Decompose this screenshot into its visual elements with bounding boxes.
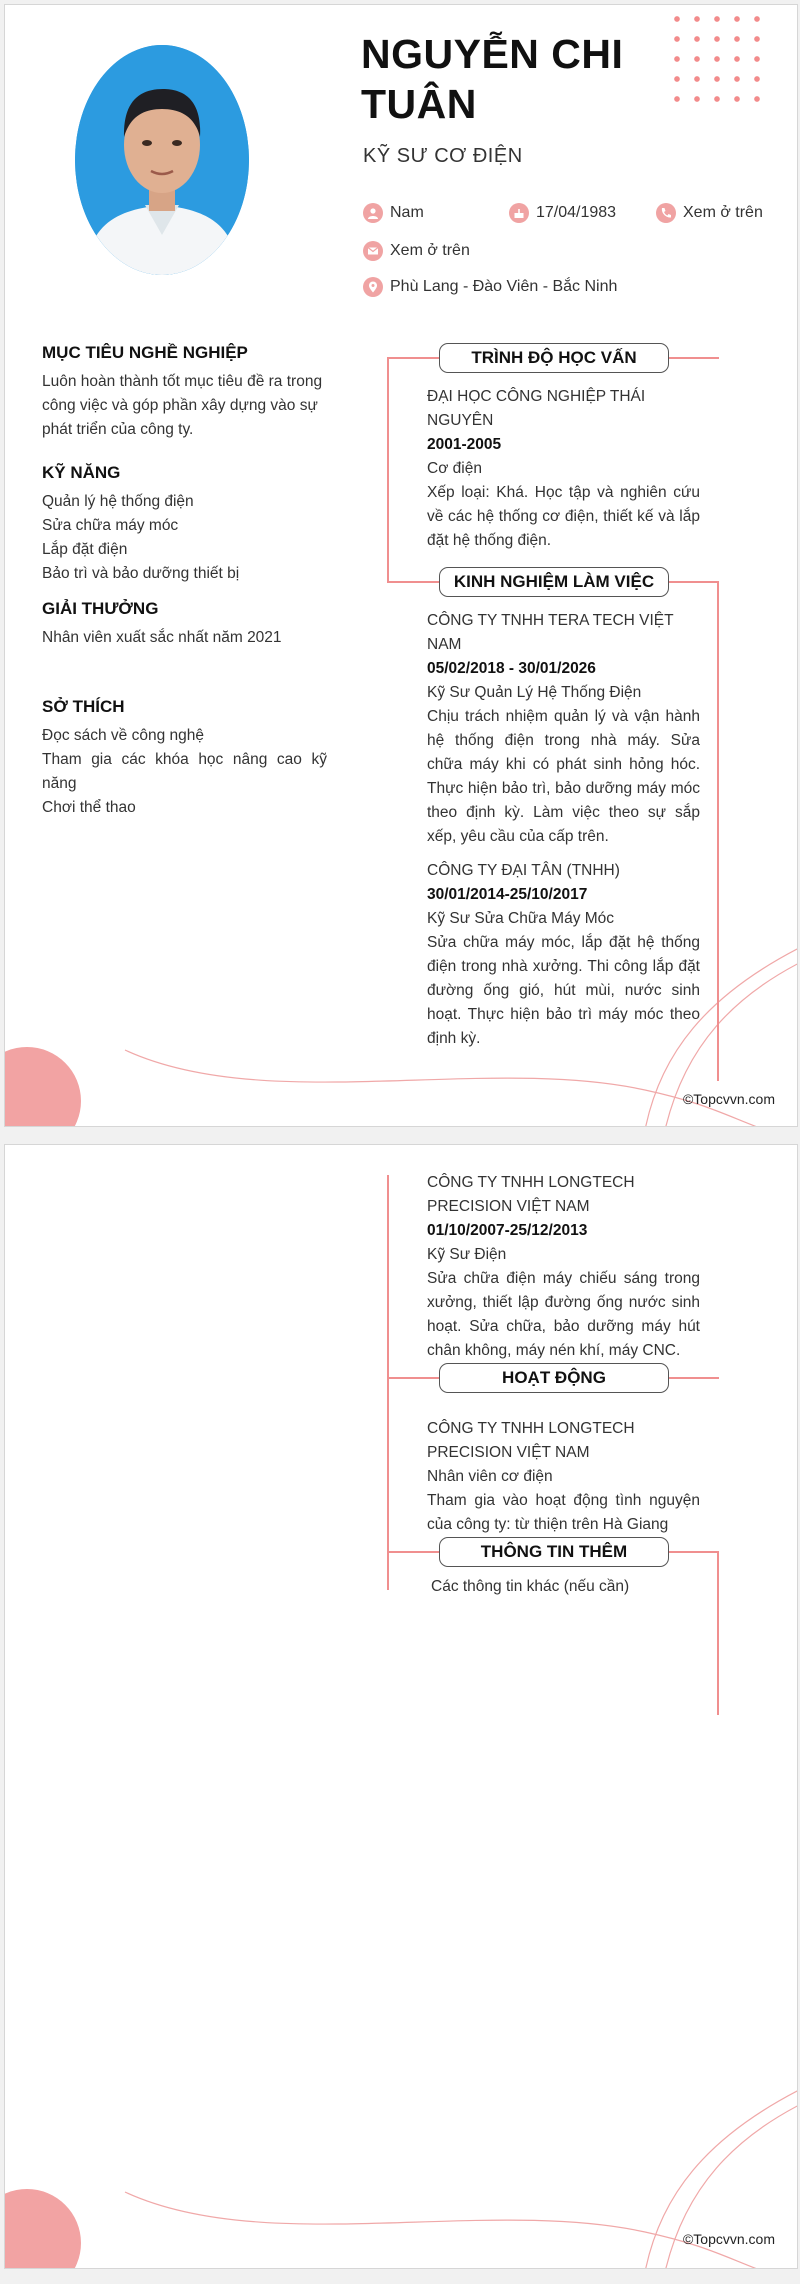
user-icon [363, 203, 383, 223]
skills-section [42, 463, 342, 586]
awards-section [42, 599, 342, 650]
job-position: Kỹ Sư Sửa Chữa Máy Móc [427, 910, 615, 927]
timeline-line [387, 357, 389, 583]
timeline-line [717, 581, 719, 1081]
job-company: CÔNG TY ĐẠI TÂN (TNHH) [427, 862, 620, 879]
contact-gender [363, 203, 424, 223]
footer-brand: ©Topcvvn.com [682, 2231, 775, 2247]
job-period: 01/10/2007-25/12/2013 [427, 1222, 588, 1239]
gender-value: Nam [390, 204, 424, 221]
contact-address [363, 277, 617, 297]
skill-item: Sửa chữa máy móc [42, 517, 179, 534]
education-heading: TRÌNH ĐỘ HỌC VẤN [439, 343, 669, 373]
hobbies-heading: SỞ THÍCH [42, 697, 125, 716]
job-company: CÔNG TY TNHH LONGTECH PRECISION VIỆT NAM [427, 1174, 635, 1215]
hobby-item: Đọc sách về công nghệ [42, 727, 204, 744]
job-position: Kỹ Sư Điện [427, 1246, 507, 1263]
candidate-name: NGUYỄN CHI TUÂN [361, 31, 624, 127]
timeline-line [387, 1551, 439, 1553]
skill-item: Bảo trì và bảo dưỡng thiết bị [42, 565, 240, 582]
timeline-line [667, 357, 719, 359]
education-detail: Xếp loại: Khá. Học tập và nghiên cứu về các hệ thống cơ điện, thiết kế và lắp đặt hệ thống điện. [427, 484, 700, 549]
timeline-line [387, 581, 439, 583]
awards-heading: GIẢI THƯỞNG [42, 599, 159, 618]
education-school: ĐẠI HỌC CÔNG NGHIỆP THÁI NGUYÊN [427, 388, 646, 429]
timeline-line [387, 357, 439, 359]
experience-job-2 [427, 859, 700, 1051]
phone-icon [656, 203, 676, 223]
education-block [427, 385, 700, 553]
experience-job-3 [427, 1171, 700, 1363]
job-description: Sửa chữa máy móc, lắp đặt hệ thống điện trong nhà xưởng. Thi công lắp đặt đường ống gió, hút mùi, nước sinh hoạt. Thực hiện bảo trì máy móc theo định kỳ. [427, 934, 700, 1047]
contact-email[interactable] [363, 241, 470, 261]
mail-icon [363, 241, 383, 261]
objective-text: Luôn hoàn thành tốt mục tiêu đề ra trong công việc và góp phần xây dựng vào sự phát triển của công ty. [42, 373, 323, 438]
footer-brand: ©Topcvvn.com [682, 1091, 775, 1107]
skills-heading: KỸ NĂNG [42, 463, 121, 482]
cv-page-1 [4, 4, 798, 1127]
email-value: Xem ở trên [390, 242, 470, 259]
experience-heading: KINH NGHIỆM LÀM VIỆC [439, 567, 669, 597]
activities-heading: HOẠT ĐỘNG [439, 1363, 669, 1393]
job-title: KỸ SƯ CƠ ĐIỆN [363, 145, 523, 167]
skill-item: Quản lý hệ thống điện [42, 493, 194, 510]
activity-org: CÔNG TY TNHH LONGTECH PRECISION VIỆT NAM [427, 1420, 635, 1461]
job-company: CÔNG TY TNHH TERA TECH VIỆT NAM [427, 612, 674, 653]
award-item: Nhân viên xuất sắc nhất năm 2021 [42, 629, 282, 646]
hobby-item: Chơi thể thao [42, 799, 136, 816]
hobbies-section [42, 697, 342, 820]
timeline-line [717, 1551, 719, 1715]
timeline-line [387, 1377, 439, 1379]
job-period: 05/02/2018 - 30/01/2026 [427, 660, 596, 677]
job-description: Sửa chữa điện máy chiếu sáng trong xưởng, thiết lập đường ống nước sinh hoạt. Sửa chữa, bảo dưỡng máy hút chân không, máy nén khí, máy CNC. [427, 1270, 700, 1359]
more-info-heading: THÔNG TIN THÊM [439, 1537, 669, 1567]
location-icon [363, 277, 383, 297]
phone-value: Xem ở trên [683, 204, 763, 221]
birthday-value: 17/04/1983 [536, 204, 617, 221]
activity-description: Tham gia vào hoạt động tình nguyện của công ty: từ thiện trên Hà Giang [427, 1492, 700, 1533]
experience-job-1 [427, 609, 700, 849]
cake-icon [509, 203, 529, 223]
education-major: Cơ điện [427, 460, 482, 477]
job-period: 30/01/2014-25/10/2017 [427, 886, 588, 903]
job-position: Kỹ Sư Quản Lý Hệ Thống Điện [427, 684, 642, 701]
job-description: Chịu trách nhiệm quản lý và vận hành hệ thống điện trong nhà máy. Sửa chữa máy khi có phát sinh hỏng hóc. Thực hiện bảo trì, bảo dưỡng máy móc theo định kỳ. Làm việc theo sự sắp xếp, yêu cầu của cấp trên. [427, 708, 700, 845]
avatar [75, 45, 249, 275]
objective-section [42, 343, 342, 442]
education-period: 2001-2005 [427, 436, 502, 453]
timeline-line [387, 1175, 389, 1590]
activities-block [427, 1417, 700, 1537]
hobby-item: Tham gia các khóa học nâng cao kỹ năng [42, 751, 327, 792]
objective-heading: MỤC TIÊU NGHỀ NGHIỆP [42, 343, 248, 362]
cv-page-2 [4, 1144, 798, 2269]
more-info-text: Các thông tin khác (nếu cần) [431, 1578, 630, 1595]
activity-role: Nhân viên cơ điện [427, 1468, 553, 1485]
timeline-line [667, 1551, 719, 1553]
timeline-line [667, 1377, 719, 1379]
address-value: Phù Lang - Đào Viên - Bắc Ninh [390, 278, 618, 295]
contact-phone[interactable] [656, 203, 763, 223]
timeline-line [667, 581, 719, 583]
contact-birthday [509, 203, 616, 223]
skill-item: Lắp đặt điện [42, 541, 128, 558]
